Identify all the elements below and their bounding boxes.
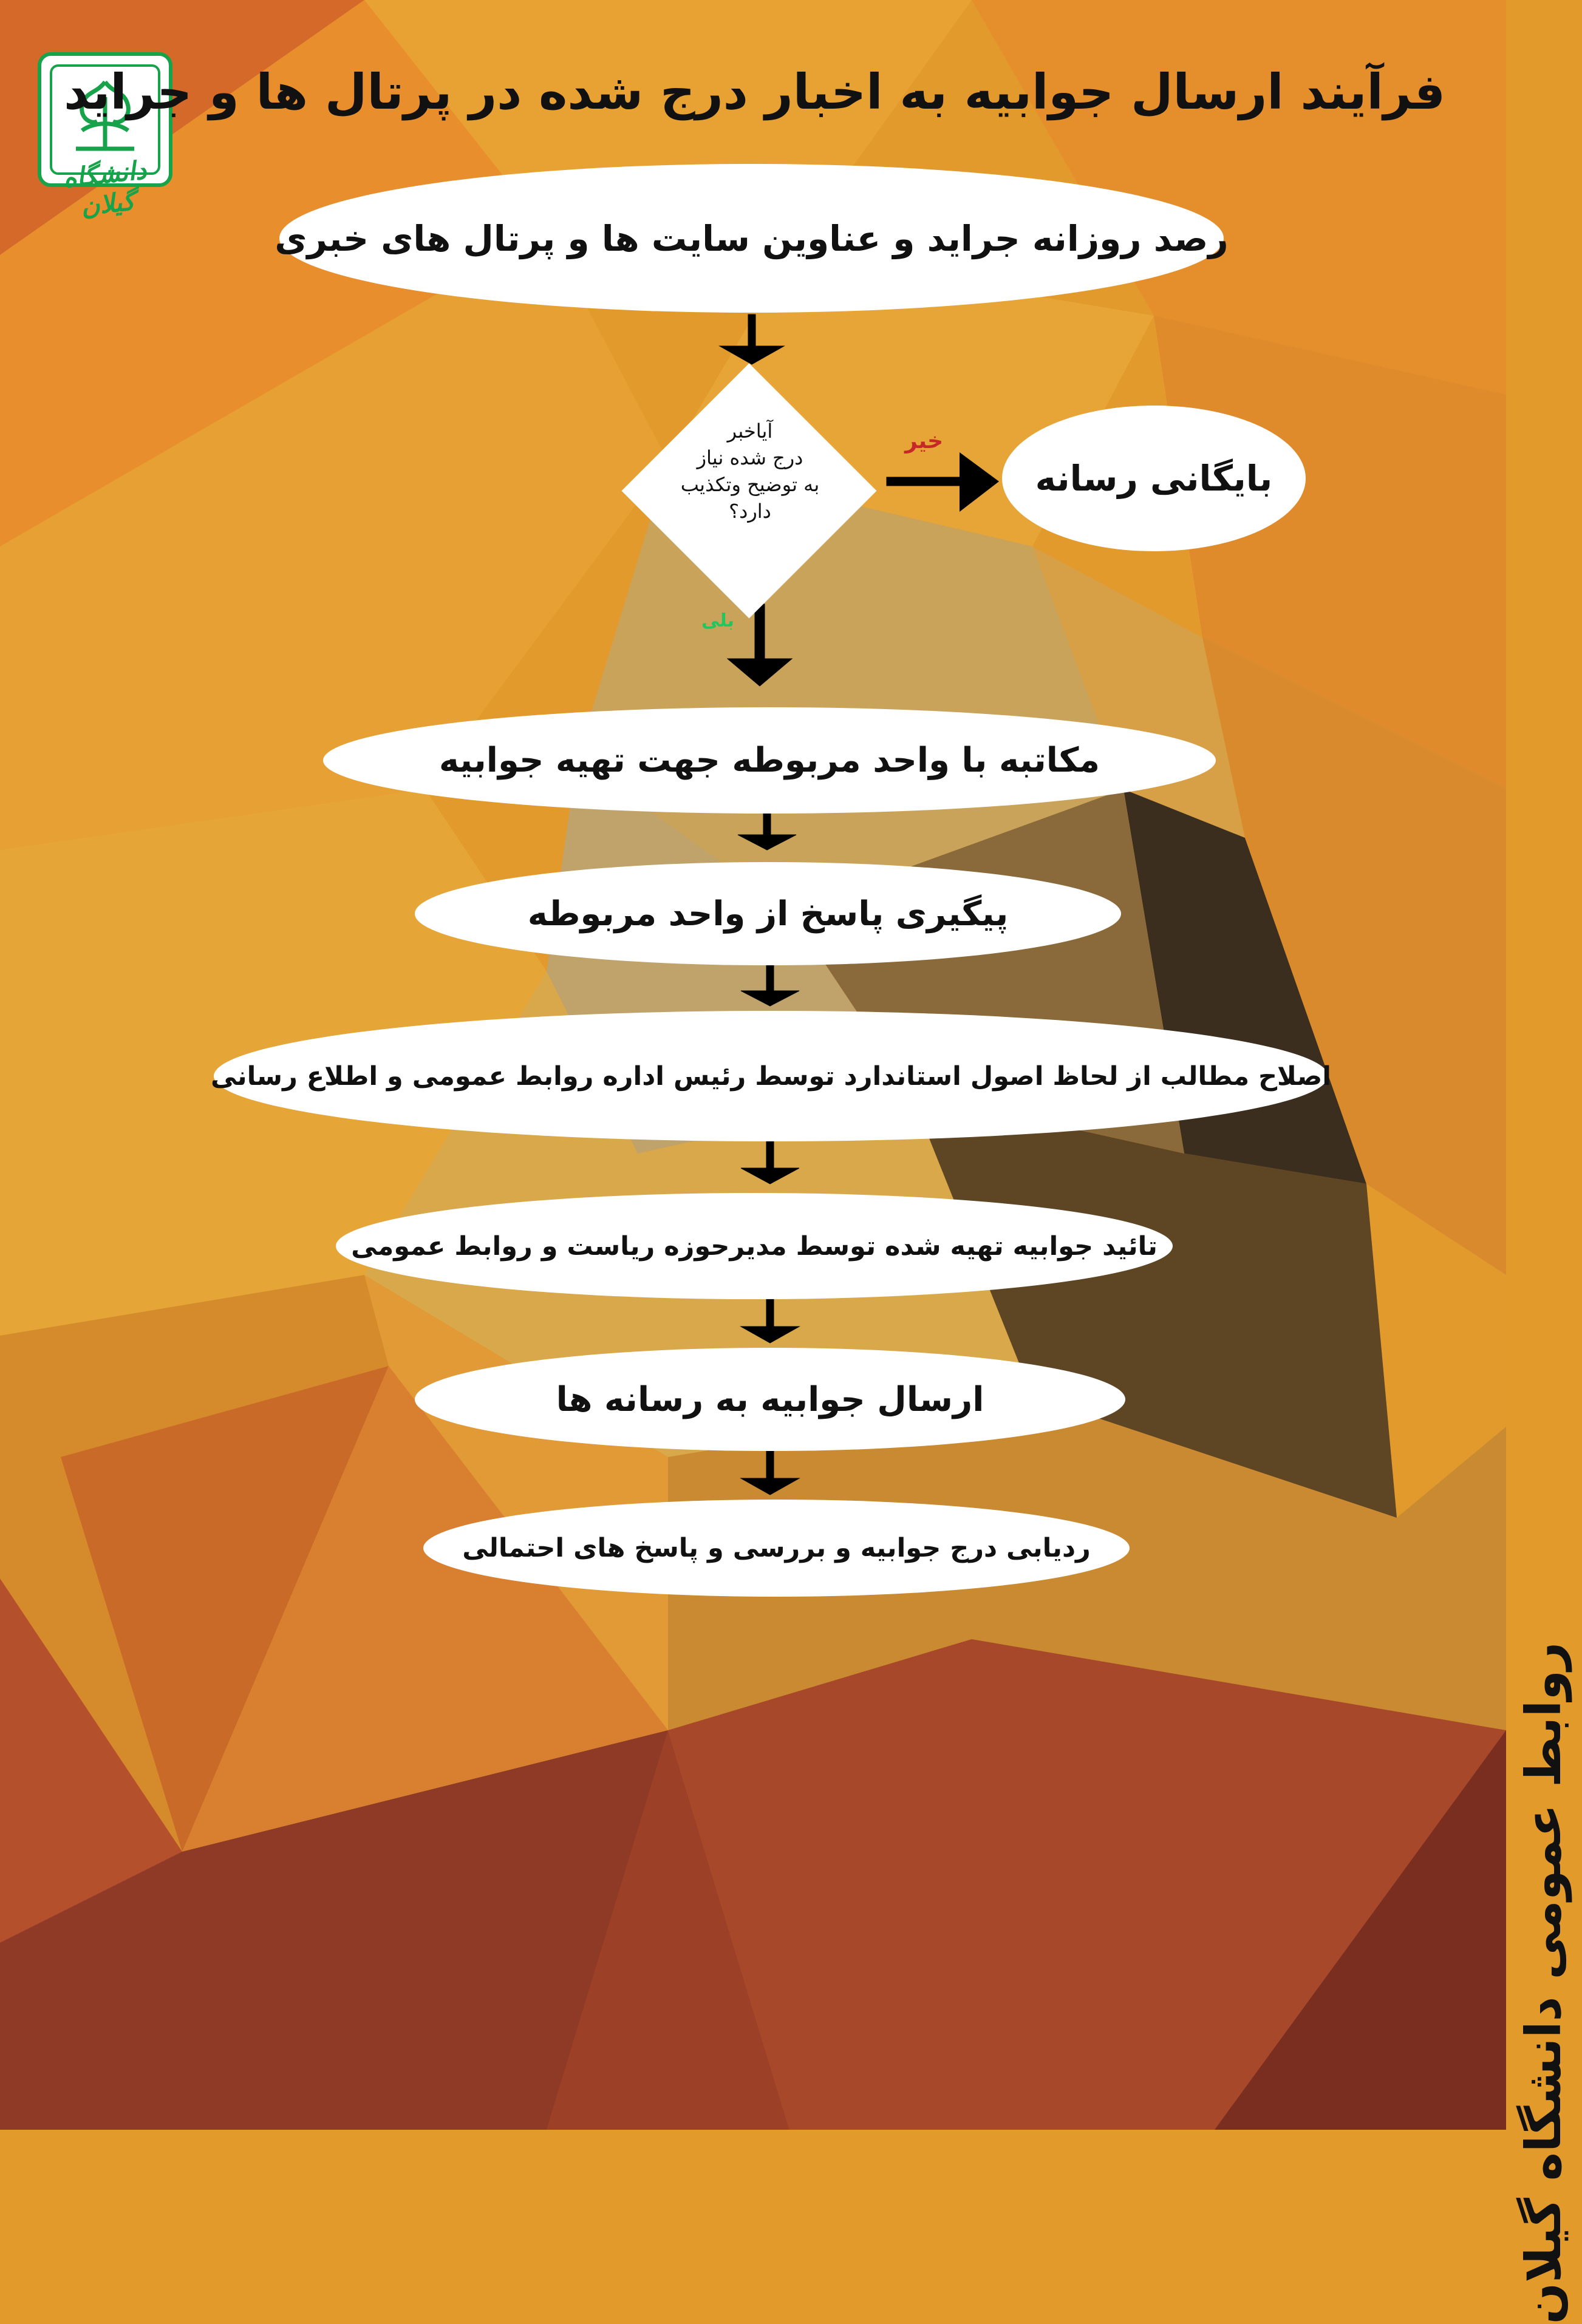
flow-step-correspondence-text: مکاتبه با واحد مربوطه جهت تهیه جوابیه (438, 741, 1100, 780)
flow-step-monitoring (274, 164, 1229, 313)
side-footer-text: روابط عمومی دانشگاه گیلان (1515, 1642, 1572, 2324)
arrow-2-head (738, 835, 796, 850)
logo-text: دانشگاه گیلان (61, 155, 148, 222)
arrow-5-shaft (766, 1296, 774, 1330)
flow-step-approval-text: تائید جوابیه تهیه شده توسط مدیرحوزه ریاست و روابط عمومی (351, 1231, 1158, 1262)
flow-step-send-text: ارسال جوابیه به رسانه ها (556, 1379, 984, 1419)
flow-archive-text: بایگانی رسانه (1035, 458, 1273, 499)
flow-archive (1002, 406, 1306, 551)
arrow-1-shaft (748, 314, 755, 351)
arrow-5-head (741, 1327, 799, 1343)
arrow-no-shaft (887, 477, 972, 486)
arrow-yes-head (728, 659, 792, 686)
arrow-3-head (741, 991, 799, 1006)
flow-step-editing (210, 1011, 1331, 1141)
flow-step-send (415, 1348, 1125, 1451)
flow-step-tracking (423, 1500, 1130, 1597)
flow-step-correspondence (323, 707, 1216, 814)
arrow-4-head (741, 1168, 799, 1184)
decision-line-4: دارد؟ (729, 500, 771, 523)
flow-decision-text (632, 418, 868, 525)
flow-step-tracking-text: ردیابی درج جوابیه و بررسی و پاسخ های احتمالی (462, 1533, 1091, 1563)
arrow-1-head (720, 346, 784, 364)
decision-line-3: به توضیح وتکذیب (680, 473, 820, 496)
flow-step-followup-text: پیگیری پاسخ از واحد مربوطه (527, 894, 1009, 934)
arrow-yes-shaft (755, 604, 765, 665)
yes-branch-label: بلی (701, 610, 734, 631)
page-title: فرآیند ارسال جوابیه به اخبار درج شده در پرتال ها و جراید (64, 64, 1445, 120)
flow-step-editing-text: اصلاح مطالب از لحاظ اصول استاندارد توسط رئیس اداره روابط عمومی و اطلاع رسانی (210, 1061, 1331, 1092)
flow-step-approval (336, 1193, 1173, 1299)
decision-line-2: درج شده نیاز (697, 446, 803, 469)
arrow-4-shaft (766, 1141, 774, 1172)
arrow-no-head (960, 452, 999, 512)
decision-line-1: آیاخبر (727, 420, 773, 443)
no-branch-label: خیر (905, 429, 944, 454)
flow-step-monitoring-text: رصد روزانه جراید و عناوین سایت ها و پرتال های خبری (274, 217, 1229, 259)
flow-step-followup (415, 862, 1121, 965)
arrow-6-head (741, 1478, 799, 1495)
